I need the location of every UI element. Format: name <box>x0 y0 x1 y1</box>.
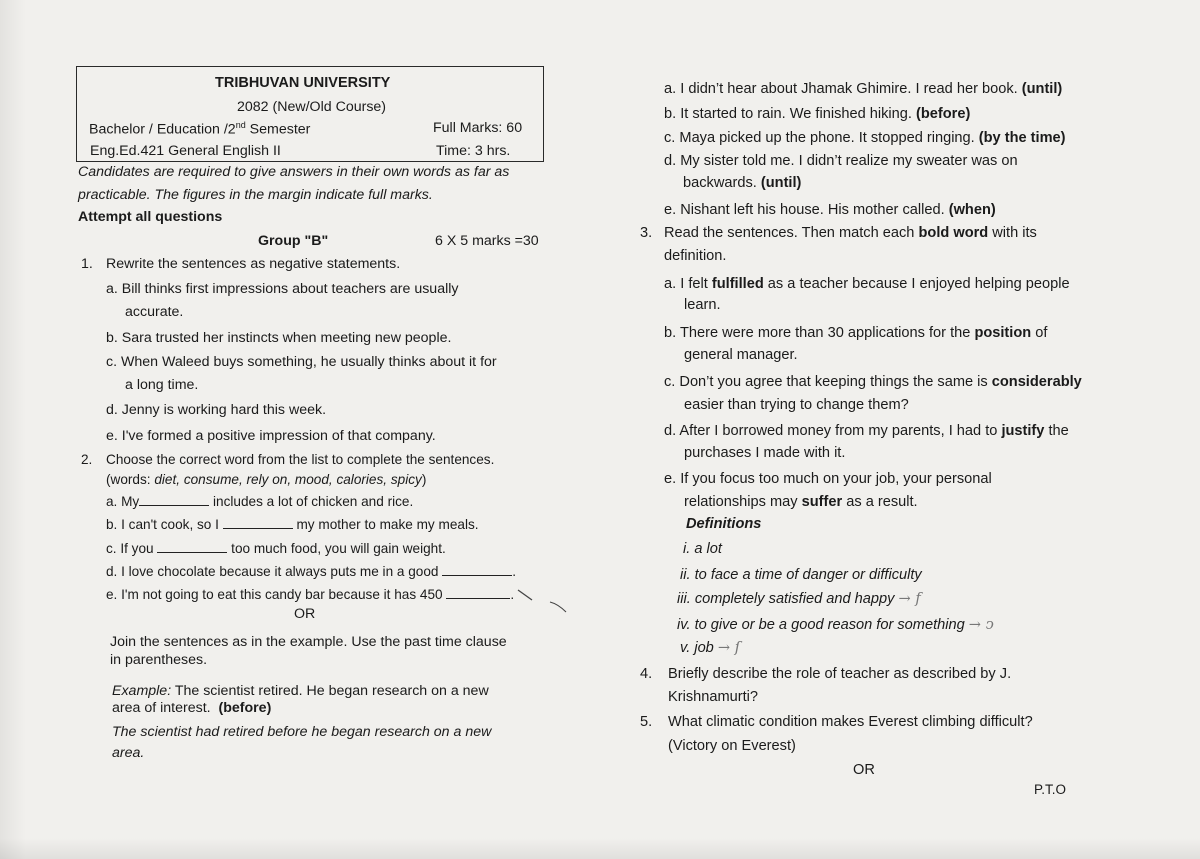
q2-item-d: d. I love chocolate because it always puts me in a good . <box>106 564 517 579</box>
answer-blank <box>223 516 293 529</box>
attempt-all: Attempt all questions <box>78 209 223 225</box>
q3-item-a-cont: learn. <box>684 297 721 313</box>
definition-i: i. a lot <box>683 541 722 557</box>
definition-iv: iv. to give or be a good reason for something → ↄ <box>677 616 994 633</box>
q2-prompt: Choose the correct word from the list to complete the sentences. <box>106 452 495 467</box>
q3-item-e: e. If you focus too much on your job, your personal <box>664 471 992 487</box>
q2-item-c: c. If you too much food, you will gain weight. <box>106 541 446 556</box>
q2-number: 2. <box>81 452 93 467</box>
q3-number: 3. <box>640 225 653 241</box>
q3-item-b-cont: general manager. <box>684 347 798 363</box>
join-item-a: a. I didn’t hear about Jhamak Ghimire. I read her book. (until) <box>664 81 1063 97</box>
join-item-d-cont: backwards. (until) <box>683 175 802 191</box>
example-answer-2: area. <box>112 745 145 761</box>
bottom-or: OR <box>853 762 875 778</box>
q5-text-cont: (Victory on Everest) <box>668 738 796 754</box>
page-edge-shadow <box>0 0 26 859</box>
q3-item-a: a. I felt fulfilled as a teacher because I enjoyed helping people <box>664 276 1070 292</box>
answer-blank <box>139 493 209 506</box>
q3-prompt-cont: definition. <box>664 248 727 264</box>
answer-blank <box>442 563 512 576</box>
q5-number: 5. <box>640 714 653 730</box>
handwritten-note: → ↄ <box>968 616 994 633</box>
instructions-line-2: practicable. The figures in the margin indicate full marks. <box>78 187 433 203</box>
definition-ii: ii. to face a time of danger or difficulty <box>680 567 922 583</box>
q3-item-d-cont: purchases I made with it. <box>684 445 846 461</box>
definition-v: v. job → ſ <box>680 639 741 656</box>
q2-join-line-2: in parentheses. <box>110 652 208 668</box>
handwritten-note: → ſ <box>717 639 741 656</box>
q3-item-c: c. Don’t you agree that keeping things the same is considerably <box>664 374 1082 390</box>
q3-item-d: d. After I borrowed money from my parents, I had to justify the <box>664 423 1069 439</box>
example-line-1: Example: The scientist retired. He began research on a new <box>112 683 489 699</box>
handwritten-note: → f <box>898 590 921 607</box>
example-line-2: area of interest. (before) <box>112 700 272 716</box>
q3-item-c-cont: easier than trying to change them? <box>684 397 909 413</box>
q4-number: 4. <box>640 666 653 682</box>
full-marks: Full Marks: 60 <box>433 120 523 136</box>
q3-item-e-cont: relationships may suffer as a result. <box>684 494 918 510</box>
q2-item-a: a. My includes a lot of chicken and rice. <box>106 494 414 509</box>
course-code: Eng.Ed.421 General English II <box>90 143 281 159</box>
q1-item-c: c. When Waleed buys something, he usually thinks about it for <box>106 354 497 370</box>
q1-prompt: Rewrite the sentences as negative statements. <box>106 256 401 272</box>
join-item-b: b. It started to rain. We finished hiking. (before) <box>664 106 971 122</box>
answer-blank <box>446 586 510 599</box>
q2-word-list: (words: diet, consume, rely on, mood, calories, spicy) <box>106 472 427 487</box>
q1-item-e: e. I've formed a positive impression of that company. <box>106 428 436 444</box>
definition-iii: iii. completely satisfied and happy → f <box>677 590 921 607</box>
exam-time: Time: 3 hrs. <box>436 143 511 159</box>
q5-text: What climatic condition makes Everest climbing difficult? <box>668 714 1033 730</box>
q2-item-e: e. I'm not going to eat this candy bar because it has 450 . <box>106 587 515 602</box>
q1-number: 1. <box>81 256 93 272</box>
example-answer-1: The scientist had retired before he began research on a new <box>112 724 492 740</box>
q2-or: OR <box>294 606 316 622</box>
page-bottom-shadow <box>0 838 1200 859</box>
q2-item-b: b. I can't cook, so I my mother to make my meals. <box>106 517 479 532</box>
join-item-d: d. My sister told me. I didn’t realize my sweater was on <box>664 153 1018 169</box>
q1-item-c-cont: a long time. <box>125 377 199 393</box>
q3-item-b: b. There were more than 30 applications for the position of <box>664 325 1048 341</box>
q1-item-b: b. Sara trusted her instincts when meeting new people. <box>106 330 452 346</box>
instructions-line-1: Candidates are required to give answers in their own words as far as <box>78 164 510 180</box>
join-item-c: c. Maya picked up the phone. It stopped ringing. (by the time) <box>664 130 1066 146</box>
group-title: Group "B" <box>258 233 329 249</box>
q2-join-line-1: Join the sentences as in the example. Use the past time clause <box>110 634 507 650</box>
definitions-title: Definitions <box>686 516 762 532</box>
university-name: TRIBHUVAN UNIVERSITY <box>215 75 391 91</box>
answer-blank <box>157 540 227 553</box>
exam-year: 2082 (New/Old Course) <box>237 99 387 115</box>
q4-text: Briefly describe the role of teacher as described by J. <box>668 666 1012 682</box>
q3-prompt: Read the sentences. Then match each bold word with its <box>664 225 1037 241</box>
join-item-e: e. Nishant left his house. His mother called. (when) <box>664 202 996 218</box>
q1-item-a-cont: accurate. <box>125 304 184 320</box>
q1-item-d: d. Jenny is working hard this week. <box>106 402 327 418</box>
pen-mark <box>510 584 570 618</box>
q4-text-cont: Krishnamurti? <box>668 689 759 705</box>
q1-item-a: a. Bill thinks first impressions about teachers are usually <box>106 281 459 297</box>
please-turn-over: P.T.O <box>1034 782 1067 797</box>
group-marks: 6 X 5 marks =30 <box>435 233 539 249</box>
program: Bachelor / Education /2nd Semester <box>89 120 311 138</box>
